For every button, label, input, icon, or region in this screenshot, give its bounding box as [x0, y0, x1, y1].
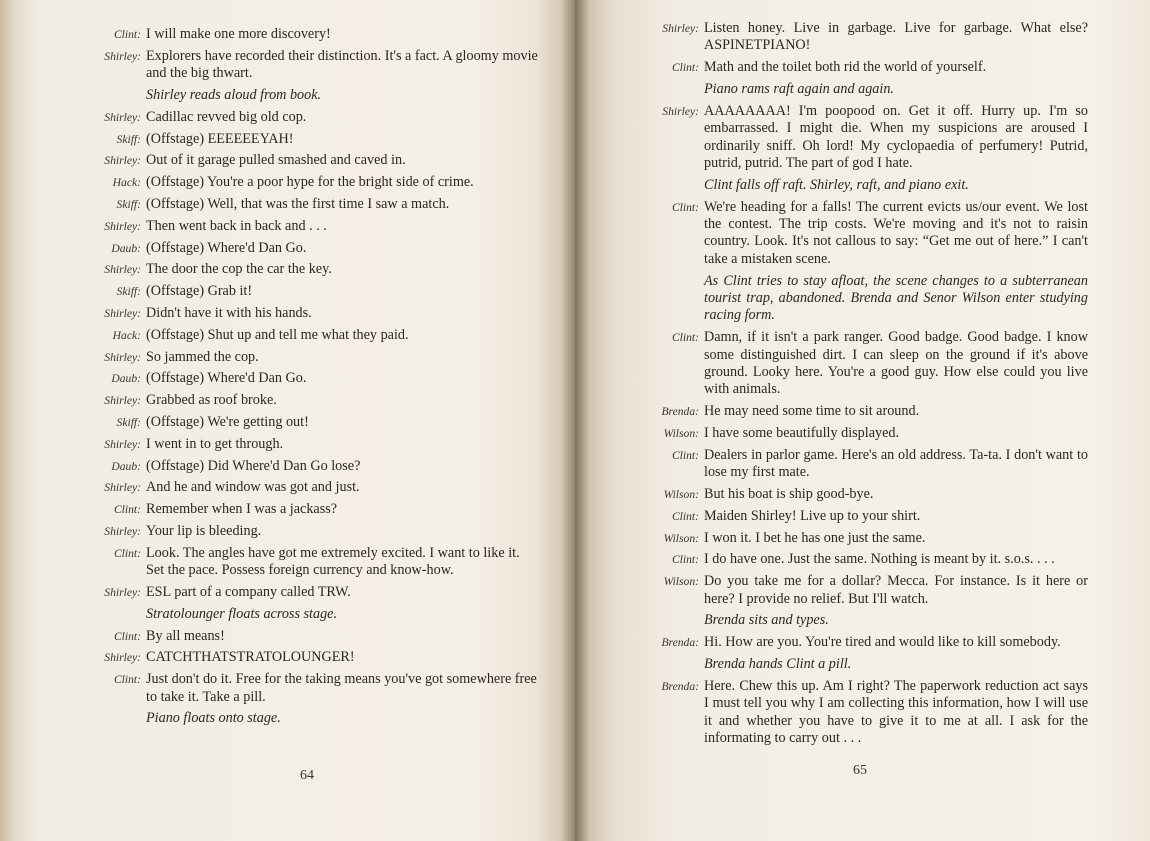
right-script-lines	[575, 0, 1135, 752]
speaker-label: Clint:	[671, 553, 699, 567]
script-line	[0, 131, 560, 148]
dialogue-text: So jammed the cop.	[146, 348, 259, 365]
dialogue-text: AAAAAAAA! I'm poopood on. Get it off. Hurry up. I'm so embarrassed. I might die. When my suspicions are aroused I ordinarily sniff. Oh lord! My cyclopaedia of perfumery! Putrid, putrid, putrid. The part of god I hate.	[704, 102, 1088, 172]
speaker-label: Hack:	[112, 176, 141, 190]
script-line	[0, 436, 560, 453]
speaker-label: Clint:	[113, 28, 141, 41]
script-line	[0, 26, 560, 43]
script-line	[0, 283, 560, 300]
dialogue-text: We're heading for a falls! The current evicts us/our event. We lost the contest. The trip costs. We're moving and it's not to raisin country. Look. It's not callous to say: “Get me out of here.” I can't take a mistaken scene.	[704, 198, 1088, 267]
speaker-label: Brenda:	[661, 636, 699, 650]
dialogue-text: Out of it garage pulled smashed and caved in.	[146, 152, 406, 169]
script-line	[0, 218, 560, 235]
speaker-label: Wilson:	[663, 488, 699, 502]
script-line	[575, 329, 1135, 399]
script-line	[575, 573, 1135, 608]
speaker-label: Wilson:	[663, 427, 699, 441]
dialogue-text: (Offstage) Did Where'd Dan Go lose?	[146, 457, 361, 474]
script-line	[0, 479, 560, 496]
script-line	[0, 305, 560, 322]
speaker-label: Skiff:	[116, 197, 141, 211]
script-line	[575, 678, 1135, 748]
dialogue-text: Do you take me for a dollar? Mecca. For instance. Is it here or here? I provide no relief. But I'll watch.	[704, 573, 1088, 607]
direction-text: Brenda sits and types.	[704, 612, 829, 629]
stage-direction	[0, 710, 560, 727]
dialogue-text: Dealers in parlor game. Here's an old address. Ta-ta. I don't want to lose my first mate.	[704, 446, 1088, 481]
stage-direction	[575, 612, 1135, 629]
speaker-label: Shirley:	[104, 481, 141, 495]
script-line	[575, 486, 1135, 503]
speaker-label: Brenda:	[661, 679, 699, 693]
script-line	[575, 508, 1135, 525]
script-line	[0, 584, 560, 601]
speaker-label: Shirley:	[104, 524, 141, 538]
stage-direction	[0, 606, 560, 623]
dialogue-text: (Offstage) EEEEEEYAH!	[146, 130, 294, 147]
script-line	[0, 196, 560, 213]
stage-direction	[0, 87, 560, 104]
dialogue-text: ESL part of a company called TRW.	[146, 583, 351, 600]
script-line	[0, 240, 560, 257]
direction-text: Clint falls off raft. Shirley, raft, and piano exit.	[704, 176, 969, 193]
speaker-label: Daub:	[111, 241, 141, 255]
speaker-label: Shirley:	[104, 306, 141, 320]
script-line	[0, 261, 560, 278]
dialogue-text: But his boat is ship good-bye.	[704, 486, 874, 503]
dialogue-text: I do have one. Just the same. Nothing is meant by it. s.o.s. . . .	[704, 551, 1055, 568]
script-line	[575, 634, 1135, 651]
right-page	[575, 0, 1150, 841]
stage-direction	[575, 273, 1135, 325]
script-line	[0, 649, 560, 666]
dialogue-text: He may need some time to sit around.	[704, 403, 920, 420]
dialogue-text: (Offstage) You're a poor hype for the bright side of crime.	[146, 174, 474, 191]
speaker-label: Clint:	[671, 200, 699, 214]
script-line	[0, 458, 560, 475]
speaker-label: Shirley:	[104, 350, 141, 364]
dialogue-text: And he and window was got and just.	[146, 479, 360, 496]
direction-text: Brenda hands Clint a pill.	[704, 656, 852, 673]
script-line	[575, 551, 1135, 568]
script-line	[0, 370, 560, 387]
script-line	[0, 392, 560, 409]
stage-direction	[575, 81, 1135, 98]
dialogue-text: Grabbed as roof broke.	[146, 392, 277, 409]
direction-text: As Clint tries to stay afloat, the scene changes to a subterranean tourist trap, abandoned. Brenda and Senor Wilson enter studying racing form.	[704, 272, 1088, 324]
script-line	[575, 403, 1135, 420]
speaker-label: Brenda:	[661, 405, 699, 419]
speaker-label: Clint:	[671, 448, 699, 462]
speaker-label: Skiff:	[116, 415, 141, 429]
direction-text: Piano floats onto stage.	[146, 710, 281, 727]
speaker-label: Shirley:	[104, 263, 141, 277]
speaker-label: Daub:	[111, 372, 141, 386]
dialogue-text: I went in to get through.	[146, 435, 284, 452]
speaker-label: Daub:	[111, 459, 141, 473]
speaker-label: Clint:	[671, 509, 699, 523]
speaker-label: Shirley:	[104, 437, 141, 451]
speaker-label: Shirley:	[104, 219, 141, 233]
dialogue-text: Listen honey. Live in garbage. Live for garbage. What else? ASPINETPIANO!	[704, 20, 1088, 54]
left-script-lines	[0, 0, 560, 732]
script-line	[0, 628, 560, 645]
dialogue-text: The door the cop the car the key.	[146, 261, 332, 278]
dialogue-text: Hi. How are you. You're tired and would like to kill somebody.	[704, 634, 1061, 651]
dialogue-text: (Offstage) Where'd Dan Go.	[146, 370, 307, 387]
direction-text: Shirley reads aloud from book.	[146, 87, 322, 103]
dialogue-text: Then went back in back and . . .	[146, 217, 327, 234]
dialogue-text: (Offstage) Grab it!	[146, 283, 253, 300]
script-line	[0, 327, 560, 344]
script-line	[0, 152, 560, 169]
speaker-label: Shirley:	[104, 585, 141, 599]
speaker-label: Shirley:	[104, 154, 141, 168]
page-number: 64	[300, 768, 314, 783]
script-line	[575, 59, 1135, 76]
dialogue-text: Just don't do it. Free for the taking means you've got somewhere free to take it. Take a pill.	[146, 671, 537, 705]
dialogue-text: Didn't have it with his hands.	[146, 304, 312, 321]
script-line	[0, 501, 560, 518]
speaker-label: Clint:	[113, 546, 141, 560]
page-number: 65	[853, 763, 867, 778]
speaker-label: Wilson:	[663, 575, 699, 589]
speaker-label: Clint:	[671, 61, 699, 75]
script-line	[575, 447, 1135, 482]
stage-direction	[575, 656, 1135, 673]
speaker-label: Shirley:	[662, 104, 699, 118]
script-line	[575, 530, 1135, 547]
script-line	[0, 523, 560, 540]
direction-text: Piano rams raft again and again.	[704, 81, 894, 97]
script-line	[575, 425, 1135, 442]
script-line	[0, 174, 560, 191]
dialogue-text: Cadillac revved big old cop.	[146, 108, 307, 125]
dialogue-text: CATCHTHATSTRATOLOUNGER!	[146, 649, 355, 666]
stage-direction	[575, 177, 1135, 194]
speaker-label: Wilson:	[663, 531, 699, 545]
speaker-label: Shirley:	[662, 22, 699, 35]
dialogue-text: By all means!	[146, 627, 225, 644]
speaker-label: Shirley:	[104, 651, 141, 665]
dialogue-text: I have some beautifully displayed.	[704, 425, 900, 442]
dialogue-text: (Offstage) We're getting out!	[146, 413, 309, 430]
dialogue-text: Maiden Shirley! Live up to your shirt.	[704, 507, 921, 524]
dialogue-text: Look. The angles have got me extremely excited. I want to like it. Set the pace. Possess foreign currency and know-how.	[146, 544, 520, 579]
dialogue-text: (Offstage) Well, that was the first time I saw a match.	[146, 195, 450, 212]
script-line	[575, 103, 1135, 173]
speaker-label: Shirley:	[104, 394, 141, 408]
script-line	[0, 414, 560, 431]
script-line	[0, 349, 560, 366]
speaker-label: Shirley:	[104, 49, 141, 63]
speaker-label: Clint:	[113, 673, 141, 687]
speaker-label: Clint:	[113, 629, 141, 643]
script-line	[0, 48, 560, 83]
speaker-label: Clint:	[113, 503, 141, 517]
dialogue-text: I will make one more discovery!	[146, 26, 331, 42]
dialogue-text: (Offstage) Where'd Dan Go.	[146, 239, 307, 256]
script-line	[0, 545, 560, 580]
dialogue-text: Damn, if it isn't a park ranger. Good badge. Good badge. I know some distinguished dirt. I can sleep on the ground if it's above ground. Looky here. You're a good guy. How else could you live with animals.	[704, 329, 1088, 398]
dialogue-text: Your lip is bleeding.	[146, 522, 262, 539]
dialogue-text: Remember when I was a jackass?	[146, 501, 338, 518]
dialogue-text: Explorers have recorded their distinction. It's a fact. A gloomy movie and the big thwart.	[146, 47, 538, 82]
speaker-label: Hack:	[112, 328, 141, 342]
script-line	[575, 199, 1135, 269]
script-line	[0, 109, 560, 126]
book-gutter	[560, 0, 590, 841]
direction-text: Stratolounger floats across stage.	[146, 605, 338, 622]
script-line	[0, 671, 560, 706]
speaker-label: Shirley:	[104, 110, 141, 124]
dialogue-text: (Offstage) Shut up and tell me what they paid.	[146, 326, 409, 343]
dialogue-text: I won it. I bet he has one just the same.	[704, 529, 926, 546]
speaker-label: Skiff:	[116, 132, 141, 146]
dialogue-text: Math and the toilet both rid the world of yourself.	[704, 59, 987, 76]
speaker-label: Skiff:	[116, 285, 141, 299]
dialogue-text: Here. Chew this up. Am I right? The paperwork reduction act says I must tell you why I am collecting this information, how I will use it and whether you have to give it to me at all. I ask for the informating to carry out . . .	[704, 677, 1088, 747]
speaker-label: Clint:	[671, 331, 699, 345]
script-line	[575, 20, 1135, 55]
